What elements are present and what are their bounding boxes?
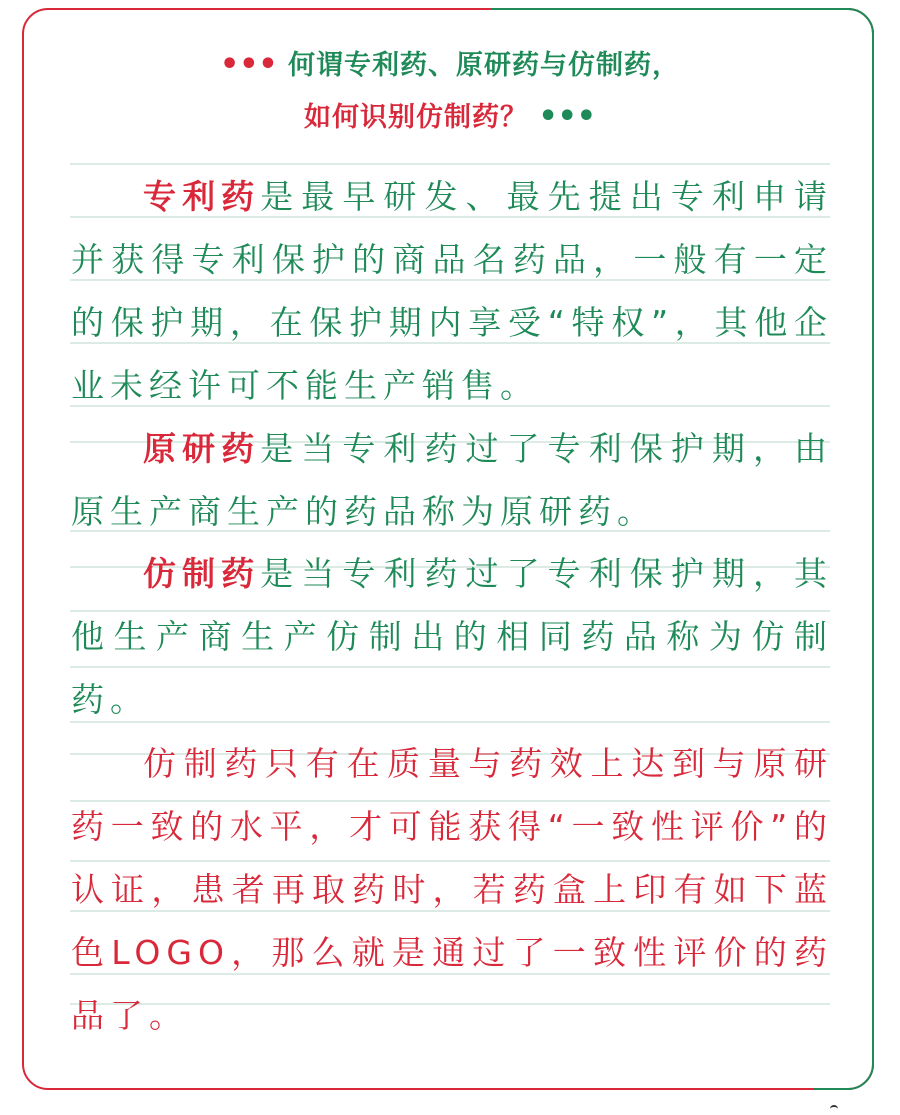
paragraph-text: 是当专利药过了专利保护期，由原生产商生产的药品称为原研药。 <box>71 429 833 531</box>
paragraph-text: 仿制药只有在质量与药效上达到与原研药一致的水平，才可能获得“一致性评价”的认证，患者再取药时，若药盒上印有如下蓝色LOGO，那么就是通过了一致性评价的药品了。 <box>71 744 833 1035</box>
paragraph-consistency-evaluation <box>71 732 833 1047</box>
heading-text-2: 如何识别仿制药？ <box>304 102 529 133</box>
dots-decoration-left: ••• <box>220 47 278 82</box>
dots-decoration-right: ••• <box>538 99 596 134</box>
heading-line-1 <box>0 43 900 82</box>
term-patent-drug: 专利药 <box>143 177 261 216</box>
paragraph-patent-drug <box>71 165 833 417</box>
heading-line-2 <box>0 95 900 134</box>
term-original-drug: 原研药 <box>143 429 261 468</box>
paragraph-text: 是当专利药过了专利保护期，其他生产商生产仿制出的相同药品称为仿制药。 <box>71 554 833 719</box>
term-generic-drug: 仿制药 <box>143 554 261 593</box>
paragraph-original-drug <box>71 417 833 543</box>
corner-mark <box>830 1105 838 1113</box>
paragraph-text: 是最早研发、最先提出专利申请并获得专利保护的商品名药品，一般有一定的保护期，在保护期内享受“特权”，其他企业未经许可不能生产销售。 <box>71 177 833 405</box>
heading-text-1: 何谓专利药、原研药与仿制药， <box>287 50 680 81</box>
paragraph-generic-drug <box>71 542 833 731</box>
